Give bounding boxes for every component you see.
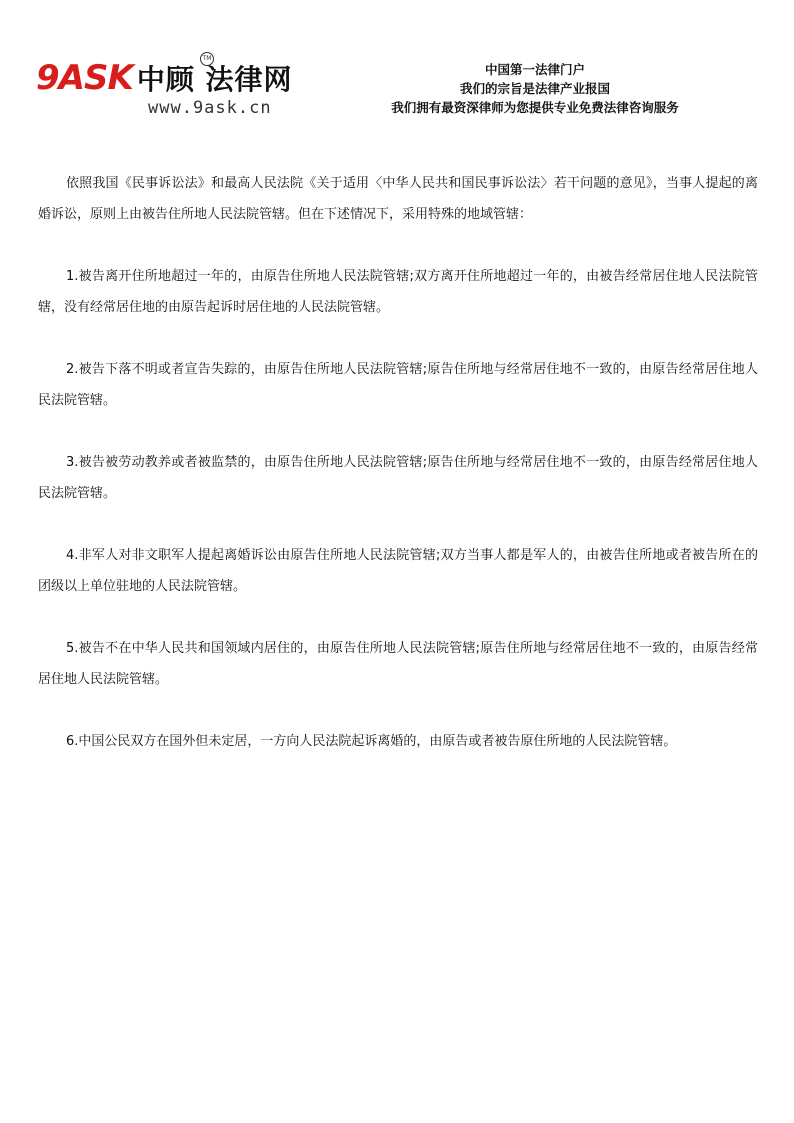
site-logo[interactable] xyxy=(36,52,306,122)
logo-chinese-name: 中顾 法律网 xyxy=(136,63,293,96)
tagline-line: 中国第一法律门户 xyxy=(484,62,585,77)
tagline-line: 我们拥有最资深律师为您提供专业免费法律咨询服务 xyxy=(391,100,679,115)
tagline-line: 我们的宗旨是法律产业报国 xyxy=(459,81,610,96)
rule-paragraph-3: 3.被告被劳动教养或者被监禁的，由原告住所地人民法院管辖;原告住所地与经常居住地不一致的，由原告经常居住地人民法院管辖。 xyxy=(38,455,758,501)
rule-paragraph-1: 1.被告离开住所地超过一年的，由原告住所地人民法院管辖;双方离开住所地超过一年的，由被告经常居住地人民法院管辖，没有经常居住地的由原告起诉时居住地的人民法院管辖。 xyxy=(38,269,758,315)
intro-paragraph: 依照我国《民事诉讼法》和最高人民法院《关于适用〈中华人民共和国民事诉讼法〉若干问题的意见》，当事人提起的离婚诉讼，原则上由被告住所地人民法院管辖。但在下述情况下，采用特殊的地域管辖： xyxy=(38,176,758,222)
document-body xyxy=(38,168,758,788)
trademark-badge: TM xyxy=(200,52,214,66)
logo-url: www.9ask.cn xyxy=(148,98,272,118)
logo-brand-text: 9ASK xyxy=(36,58,133,98)
rule-paragraph-2: 2.被告下落不明或者宣告失踪的，由原告住所地人民法院管辖;原告住所地与经常居住地不一致的，由原告经常居住地人民法院管辖。 xyxy=(38,362,758,408)
header-tagline xyxy=(320,60,750,117)
rule-paragraph-5: 5.被告不在中华人民共和国领域内居住的，由原告住所地人民法院管辖;原告住所地与经常居住地不一致的，由原告经常居住地人民法院管辖。 xyxy=(38,641,758,687)
page-header xyxy=(0,0,794,140)
rule-paragraph-6: 6.中国公民双方在国外但未定居，一方向人民法院起诉离婚的，由原告或者被告原住所地的人民法院管辖。 xyxy=(66,734,677,749)
logo-wordmark xyxy=(36,58,293,98)
rule-paragraph-4: 4.非军人对非文职军人提起离婚诉讼由原告住所地人民法院管辖;双方当事人都是军人的，由被告住所地或者被告所在的团级以上单位驻地的人民法院管辖。 xyxy=(38,548,758,594)
